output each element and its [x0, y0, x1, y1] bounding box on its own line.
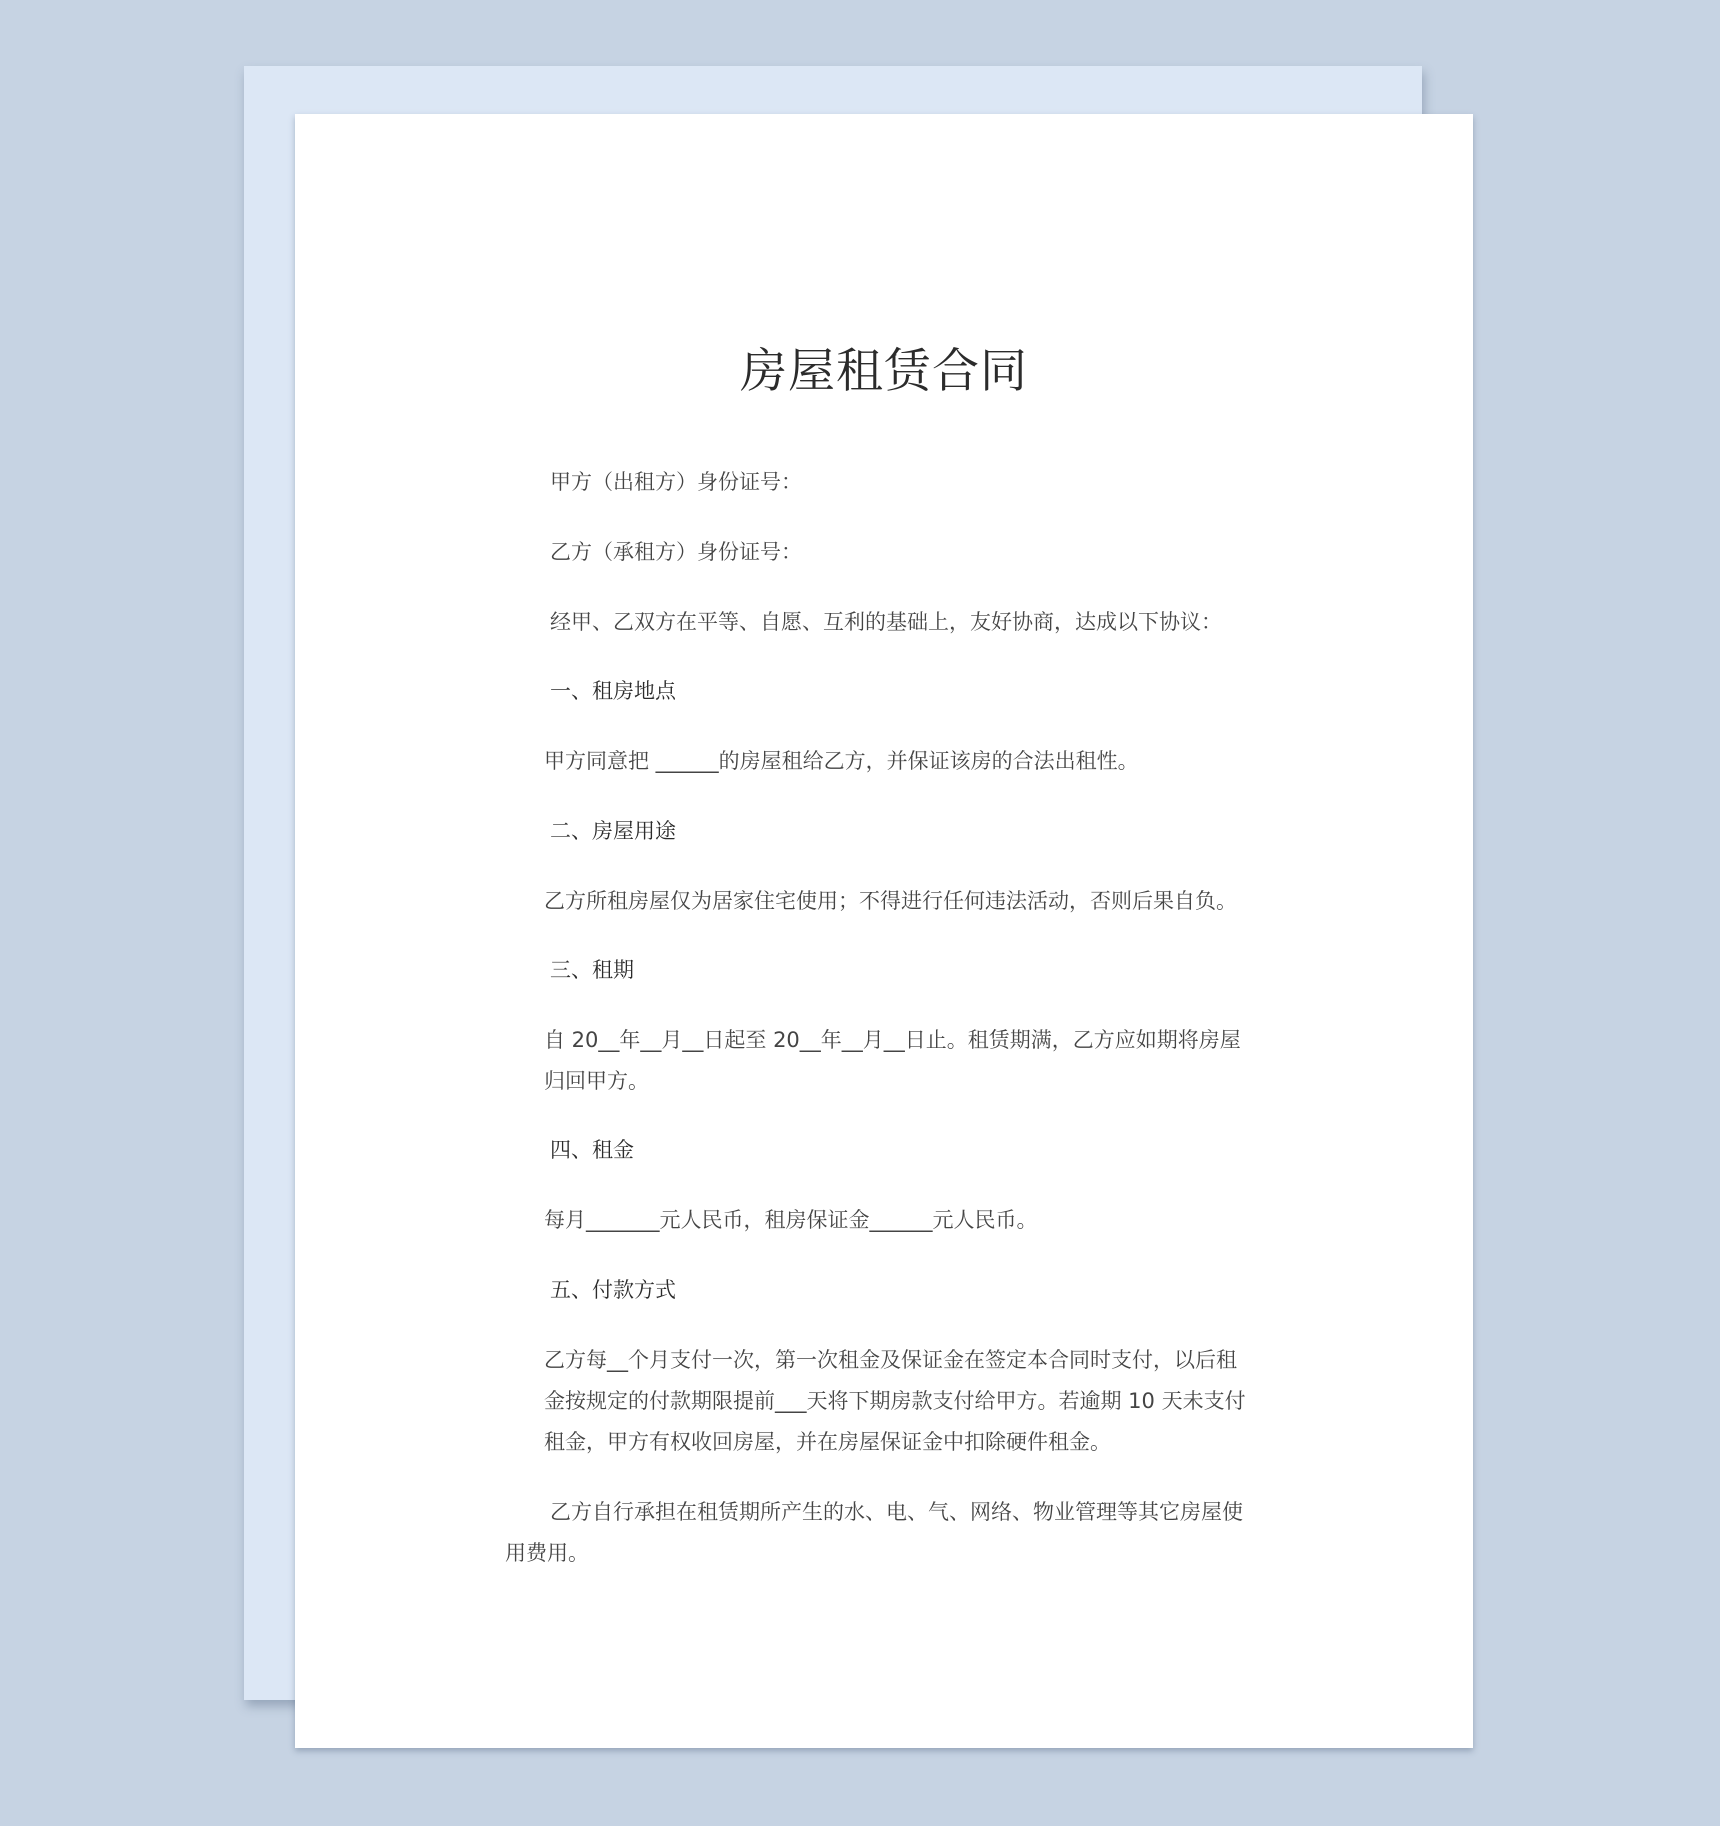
section-text-payment-line-2: 金按规定的付款期限提前___天将下期房款支付给甲方。若逾期 10 天未支付	[544, 1389, 1246, 1413]
section-text-term-line-2: 归回甲方。	[544, 1069, 649, 1093]
party-b-id-line: 乙方（承租方）身份证号：	[550, 540, 802, 564]
section-heading-location: 一、租房地点	[550, 679, 676, 703]
section-heading-rent: 四、租金	[550, 1138, 634, 1162]
document-page	[295, 114, 1473, 1748]
document-title: 房屋租赁合同	[740, 344, 1028, 399]
section-text-rent: 每月_______元人民币，租房保证金______元人民币。	[544, 1208, 1038, 1232]
party-a-id-line: 甲方（出租方）身份证号：	[550, 470, 802, 494]
section-text-location: 甲方同意把 ______的房屋租给乙方，并保证该房的合法出租性。	[544, 749, 1139, 773]
section-text-payment-line-1: 乙方每__个月支付一次，第一次租金及保证金在签定本合同时支付，以后租	[544, 1348, 1237, 1372]
agreement-intro: 经甲、乙双方在平等、自愿、互利的基础上，友好协商，达成以下协议：	[550, 610, 1222, 634]
section-text-term-line-1: 自 20__年__月__日起至 20__年__月__日止。租赁期满，乙方应如期将房屋	[544, 1028, 1241, 1052]
section-heading-term: 三、租期	[550, 958, 634, 982]
section-text-usage: 乙方所租房屋仅为居家住宅使用；不得进行任何违法活动，否则后果自负。	[544, 889, 1237, 913]
section-text-payment-line-3: 租金，甲方有权收回房屋，并在房屋保证金中扣除硬件租金。	[544, 1430, 1111, 1454]
section-heading-payment: 五、付款方式	[550, 1278, 676, 1302]
section-heading-usage: 二、房屋用途	[550, 819, 676, 843]
utilities-text-line-2: 用费用。	[505, 1541, 589, 1565]
utilities-text-line-1: 乙方自行承担在租赁期所产生的水、电、气、网络、物业管理等其它房屋使	[550, 1500, 1243, 1524]
